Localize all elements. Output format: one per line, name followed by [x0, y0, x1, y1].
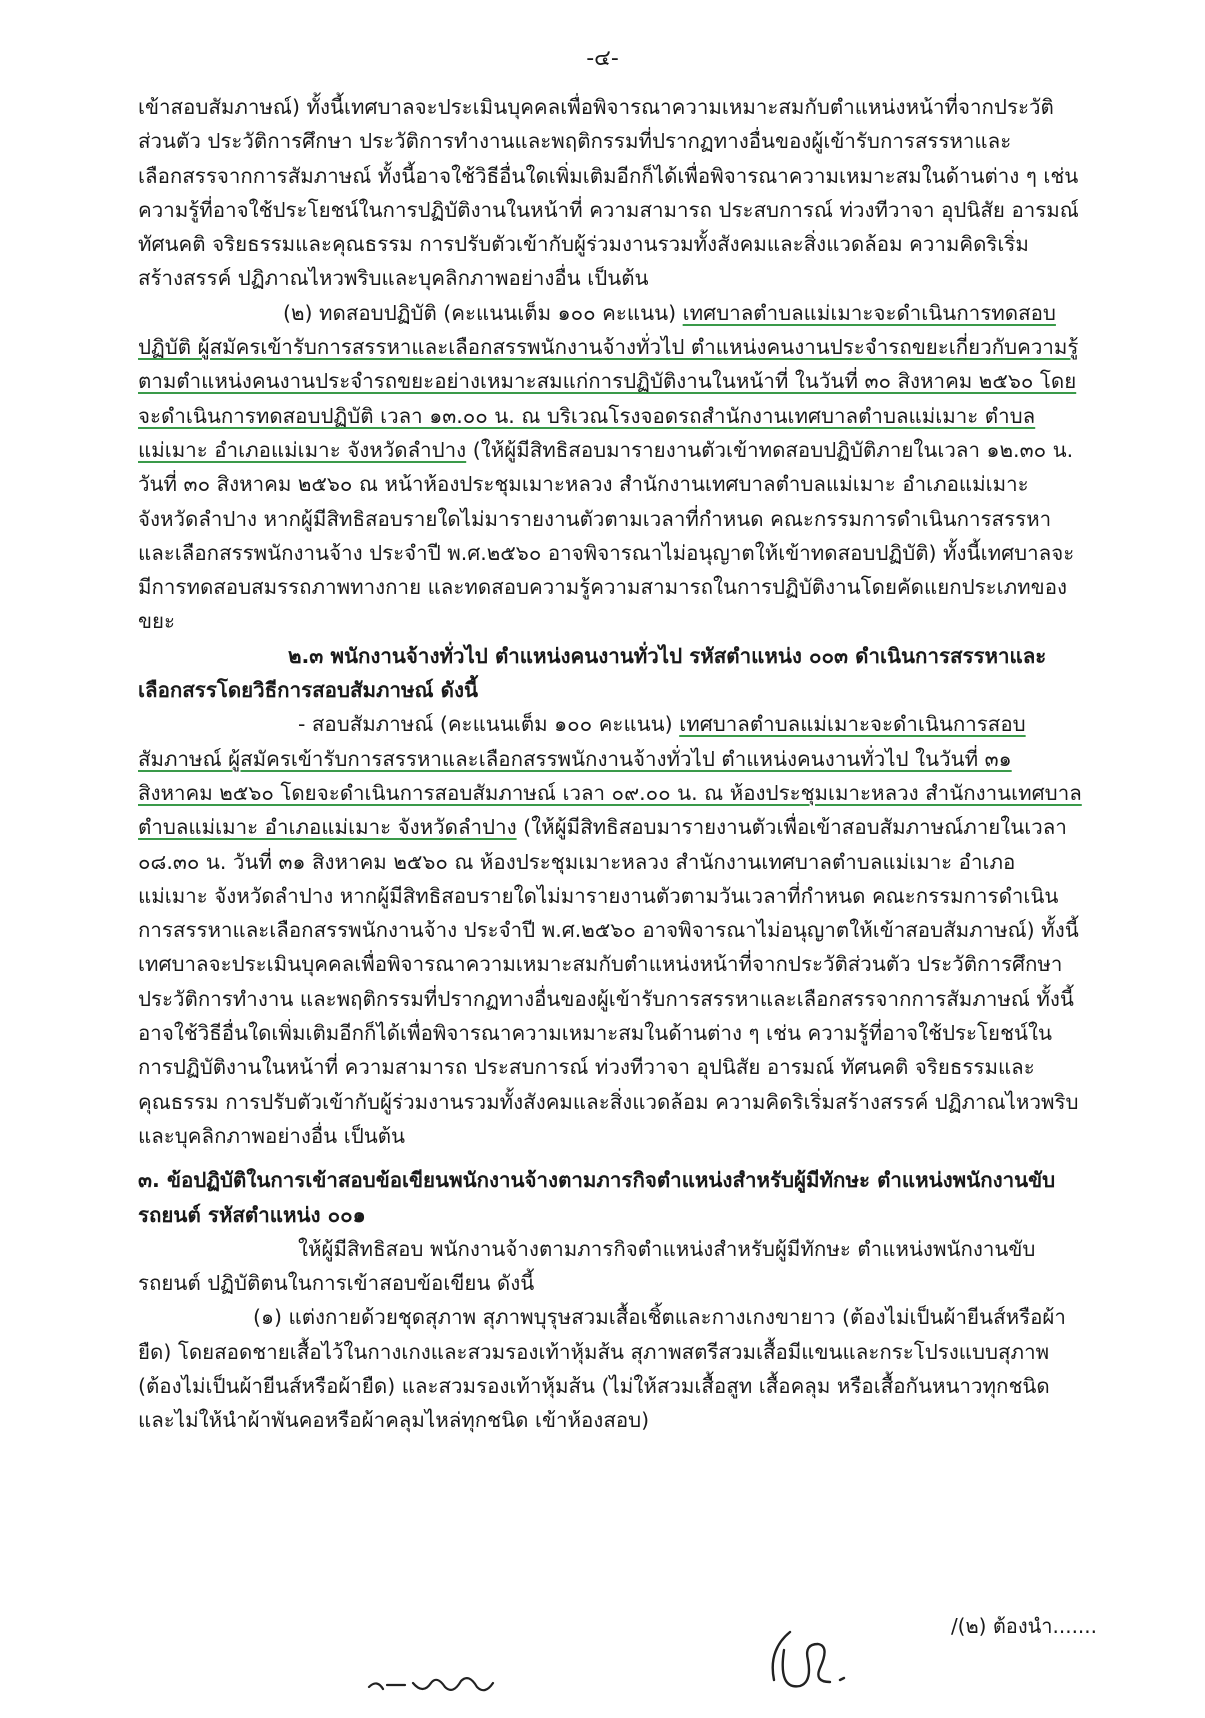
practical-test-underlined: เทศบาลตำบลแม่เมาะจะดำเนินการทดสอบปฏิบัติ ผู้สมัครเข้ารับการสรรหาและเลือกสรรพนักงานจ้างทั่วไป ตำแหน่งคนงานประจำรถขยะเกี่ยวกับความรู้ตามตำแหน่งคนงานประจำรถขยะอย่างเหมาะสมแก่การปฏิบัติงานในหน้าที่ ในวันที่ ๓๐ สิงหาคม ๒๕๖๐ โดยจะดำเนินการทดสอบปฏิบัติ เวลา ๑๓.๐๐ น. ณ บริเวณโรงจอดรถสำนักงานเทศบาลตำบลแม่เมาะ ตำบลแม่เมาะ อำเภอแม่เมาะ จังหวัดลำปาง	[138, 300, 1079, 462]
interview-underlined: เทศบาลตำบลแม่เมาะจะดำเนินการสอบสัมภาษณ์ ผู้สมัครเข้ารับการสรรหาและเลือกสรรพนักงานจ้างทั่วไป ตำแหน่งคนงานทั่วไป ในวันที่ ๓๑ สิงหาคม ๒๕๖๐ โดยจะดำเนินการสอบสัมภาษณ์ เวลา ๐๙.๐๐ น. ณ ห้องประชุมเมาะหลวง สำนักงานเทศบาลตำบลแม่เมาะ อำเภอแม่เมาะ จังหวัดลำปาง	[138, 712, 1082, 840]
paragraph-instructions-intro: ให้ผู้มีสิทธิสอบ พนักงานจ้างตามภารกิจตำแหน่งสำหรับผู้มีทักษะ ตำแหน่งพนักงานขับรถยนต์ ปฏิบัติตนในการเข้าสอบข้อเขียน ดังนี้	[138, 1236, 1036, 1296]
section-2-3-heading: ๒.๓ พนักงานจ้างทั่วไป ตำแหน่งคนงานทั่วไป รหัสตำแหน่ง ๐๐๓ ดำเนินการสรรหาและเลือกสรรโดยวิธีการสอบสัมภาษณ์ ดังนี้	[138, 643, 1047, 703]
continued-marker: /(๒) ต้องนำ.......	[950, 1614, 1097, 1638]
practical-test-lead: (๒) ทดสอบปฏิบัติ (คะแนนเต็ม ๑๐๐ คะแนน)	[283, 300, 683, 325]
signature-right	[760, 1620, 870, 1700]
paragraph-practical-test	[138, 296, 1083, 639]
page-number: -๔-	[586, 46, 619, 71]
paragraph-interview-general-worker	[138, 707, 1083, 1153]
paragraph-interview-continuation: เข้าสอบสัมภาษณ์) ทั้งนี้เทศบาลจะประเมินบุคคลเพื่อพิจารณาความเหมาะสมกับตำแหน่งหน้าที่จากประวัติส่วนตัว ประวัติการศึกษา ประวัติการทำงานและพฤติกรรมที่ปรากฏทางอื่นของผู้เข้ารับการสรรหาและเลือกสรรจากการสัมภาษณ์ ทั้งนี้อาจใช้วิธีอื่นใดเพิ่มเติมอีกก็ได้เพื่อพิจารณาความเหมาะสมในด้านต่าง ๆ เช่น ความรู้ที่อาจใช้ประโยชน์ในการปฏิบัติงานในหน้าที่ ความสามารถ ประสบการณ์ ท่วงทีวาจา อุปนิสัย อารมณ์ ทัศนคติ จริยธรรมและคุณธรรม การปรับตัวเข้ากับผู้ร่วมงานรวมทั้งสังคมและสิ่งแวดล้อม ความคิดริเริ่มสร้างสรรค์ ปฏิภาณไหวพริบและบุคลิกภาพอย่างอื่น เป็นต้น	[138, 95, 1079, 291]
paragraph-dress-code: (๑) แต่งกายด้วยชุดสุภาพ สุภาพบุรุษสวมเสื้อเชิ้ตและกางเกงขายาว (ต้องไม่เป็นผ้ายีนส์หรือผ้ายืด) โดยสอดชายเสื้อไว้ในกางเกงและสวมรองเท้าหุ้มส้น สุภาพสตรีสวมเสื้อมีแขนและกระโปรงแบบสุภาพ (ต้องไม่เป็นผ้ายีนส์หรือผ้ายืด) และสวมรองเท้าหุ้มส้น (ไม่ให้สวมเสื้อสูท เสื้อคลุม หรือเสื้อกันหนาวทุกชนิด และไม่ให้นำผ้าพันคอหรือผ้าคลุมไหล่ทุกชนิด เข้าห้องสอบ)	[138, 1305, 1066, 1433]
interview-lead: - สอบสัมภาษณ์ (คะแนนเต็ม ๑๐๐ คะแนน)	[298, 712, 680, 737]
document-body	[138, 90, 1083, 1438]
practical-test-rest: (ให้ผู้มีสิทธิสอบมารายงานตัวเข้าทดสอบปฏิบัติภายในเวลา ๑๒.๓๐ น. วันที่ ๓๐ สิงหาคม ๒๕๖๐ ณ หน้าห้องประชุมเมาะหลวง สำนักงานเทศบาลตำบลแม่เมาะ อำเภอแม่เมาะ จังหวัดลำปาง หากผู้มีสิทธิสอบรายใดไม่มารายงานตัวตามเวลาที่กำหนด คณะกรรมการดำเนินการสรรหาและเลือกสรรพนักงานจ้าง ประจำปี พ.ศ.๒๕๖๐ อาจพิจารณาไม่อนุญาตให้เข้าทดสอบปฏิบัติ) ทั้งนี้เทศบาลจะมีการทดสอบสมรรถภาพทางกาย และทดสอบความรู้ความสามารถในการปฏิบัติงานโดยคัดแยกประเภทของขยะ	[138, 437, 1075, 634]
section-3-heading: ๓. ข้อปฏิบัติในการเข้าสอบข้อเขียนพนักงานจ้างตามภารกิจตำแหน่งสำหรับผู้มีทักษะ ตำแหน่งพนักงานขับรถยนต์ รหัสตำแหน่ง ๐๐๑	[138, 1168, 1056, 1227]
signature-initials-left	[365, 1665, 545, 1705]
interview-rest: (ให้ผู้มีสิทธิสอบมารายงานตัวเพื่อเข้าสอบสัมภาษณ์ภายในเวลา ๐๘.๓๐ น. วันที่ ๓๑ สิงหาคม ๒๕๖๐ ณ ห้องประชุมเมาะหลวง สำนักงานเทศบาลตำบลแม่เมาะ อำเภอแม่เมาะ จังหวัดลำปาง หากผู้มีสิทธิสอบรายใดไม่มารายงานตัวตามวันเวลาที่กำหนด คณะกรรมการดำเนินการสรรหาและเลือกสรรพนักงานจ้าง ประจำปี พ.ศ.๒๕๖๐ อาจพิจารณาไม่อนุญาตให้เข้าสอบสัมภาษณ์) ทั้งนี้เทศบาลจะประเมินบุคคลเพื่อพิจารณาความเหมาะสมกับตำแหน่งหน้าที่จากประวัติส่วนตัว ประวัติการศึกษา ประวัติการทำงาน และพฤติกรรมที่ปรากฏทางอื่นของผู้เข้ารับการสรรหาและเลือกสรรจากการสัมภาษณ์ ทั้งนี้อาจใช้วิธีอื่นใดเพิ่มเติมอีกก็ได้เพื่อพิจารณาความเหมาะสมในด้านต่าง ๆ เช่น ความรู้ที่อาจใช้ประโยชน์ในการปฏิบัติงานในหน้าที่ ความสามารถ ประสบการณ์ ท่วงทีวาจา อุปนิสัย อารมณ์ ทัศนคติ จริยธรรมและคุณธรรม การปรับตัวเข้ากับผู้ร่วมงานรวมทั้งสังคมและสิ่งแวดล้อม ความคิดริเริ่มสร้างสรรค์ ปฏิภาณไหวพริบและบุคลิกภาพอย่างอื่น เป็นต้น	[138, 815, 1079, 1148]
